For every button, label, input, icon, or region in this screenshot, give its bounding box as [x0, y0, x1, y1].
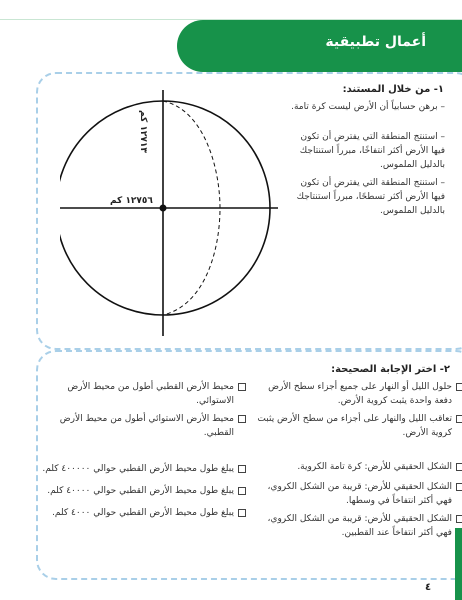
- option-g2l-3[interactable]: يبلغ طول محيط الأرض القطبي حوالي ٤٠٠٠ كلم.: [42, 506, 234, 520]
- polar-diameter-label: ١٢٧١٣ كم: [138, 110, 148, 153]
- checkbox[interactable]: [456, 383, 462, 391]
- checkbox[interactable]: [238, 465, 246, 473]
- option-g2l-2[interactable]: يبلغ طول محيط الأرض القطبي حوالي ٤٠٠٠٠ كلم.: [42, 484, 234, 498]
- section-header: [177, 20, 462, 72]
- option-g2l-1[interactable]: يبلغ طول محيط الأرض القطبي حوالي ٤٠٠٠٠٠ كلم.: [42, 462, 234, 476]
- checkbox[interactable]: [456, 483, 462, 491]
- checkbox[interactable]: [238, 487, 246, 495]
- question-1-title: ١- من خلال المستند:: [342, 84, 444, 95]
- option-g1l-1[interactable]: محيط الأرض القطبي أطول من محيط الأرض الاستوائي.: [42, 380, 234, 408]
- earth-diagram: [60, 80, 290, 348]
- checkbox[interactable]: [456, 415, 462, 423]
- checkbox[interactable]: [456, 463, 462, 471]
- checkbox[interactable]: [238, 383, 246, 391]
- center-point: [160, 205, 167, 212]
- page-number: ٤: [425, 582, 432, 593]
- option-g2r-3[interactable]: الشكل الحقيقي للأرض: قريبة من الشكل الكروي، فهي أكثر انتفاخاً عند القطبين.: [252, 512, 452, 540]
- checkbox[interactable]: [456, 515, 462, 523]
- equatorial-diameter-label: ١٢٧٥٦ كم: [110, 196, 153, 206]
- side-bar: [455, 528, 462, 600]
- question-2-title: ٢- اختر الإجابة الصحيحة:: [331, 364, 450, 375]
- header-title: أعمال تطبيقية: [325, 34, 426, 50]
- option-g1l-2[interactable]: محيط الأرض الاستوائي أطول من محيط الأرض القطبي.: [42, 412, 234, 440]
- checkbox[interactable]: [238, 509, 246, 517]
- question-1-item-1: – برهن حسابياً أن الأرض ليست كرة تامة.: [291, 102, 445, 112]
- question-1-item-3: – استنتج المنطقة التي يفترض أن تكون فيها الأرض أكثر تسطحًا، مبرراً استنتاجك بالدليل الملموس.: [296, 178, 445, 216]
- option-g2r-1[interactable]: الشكل الحقيقي للأرض: كرة تامة الكروية.: [252, 460, 452, 474]
- option-g1r-1[interactable]: حلول الليل أو النهار على جميع أجزاء سطح الأرض دفعة واحدة يثبت كروية الأرض.: [252, 380, 452, 408]
- question-1-item-2: – استنتج المنطقة التي يفترض أن تكون فيها الأرض أكثر انتفاخًا، مبرراً استنتاجك بالدليل الملموس.: [299, 132, 445, 170]
- option-g1r-2[interactable]: تعاقب الليل والنهار على أجزاء من سطح الأرض يثبت كروية الأرض.: [252, 412, 452, 440]
- checkbox[interactable]: [238, 415, 246, 423]
- option-g2r-2[interactable]: الشكل الحقيقي للأرض: قريبة من الشكل الكروي، فهي أكثر انتفاخاً في وسطها.: [252, 480, 452, 508]
